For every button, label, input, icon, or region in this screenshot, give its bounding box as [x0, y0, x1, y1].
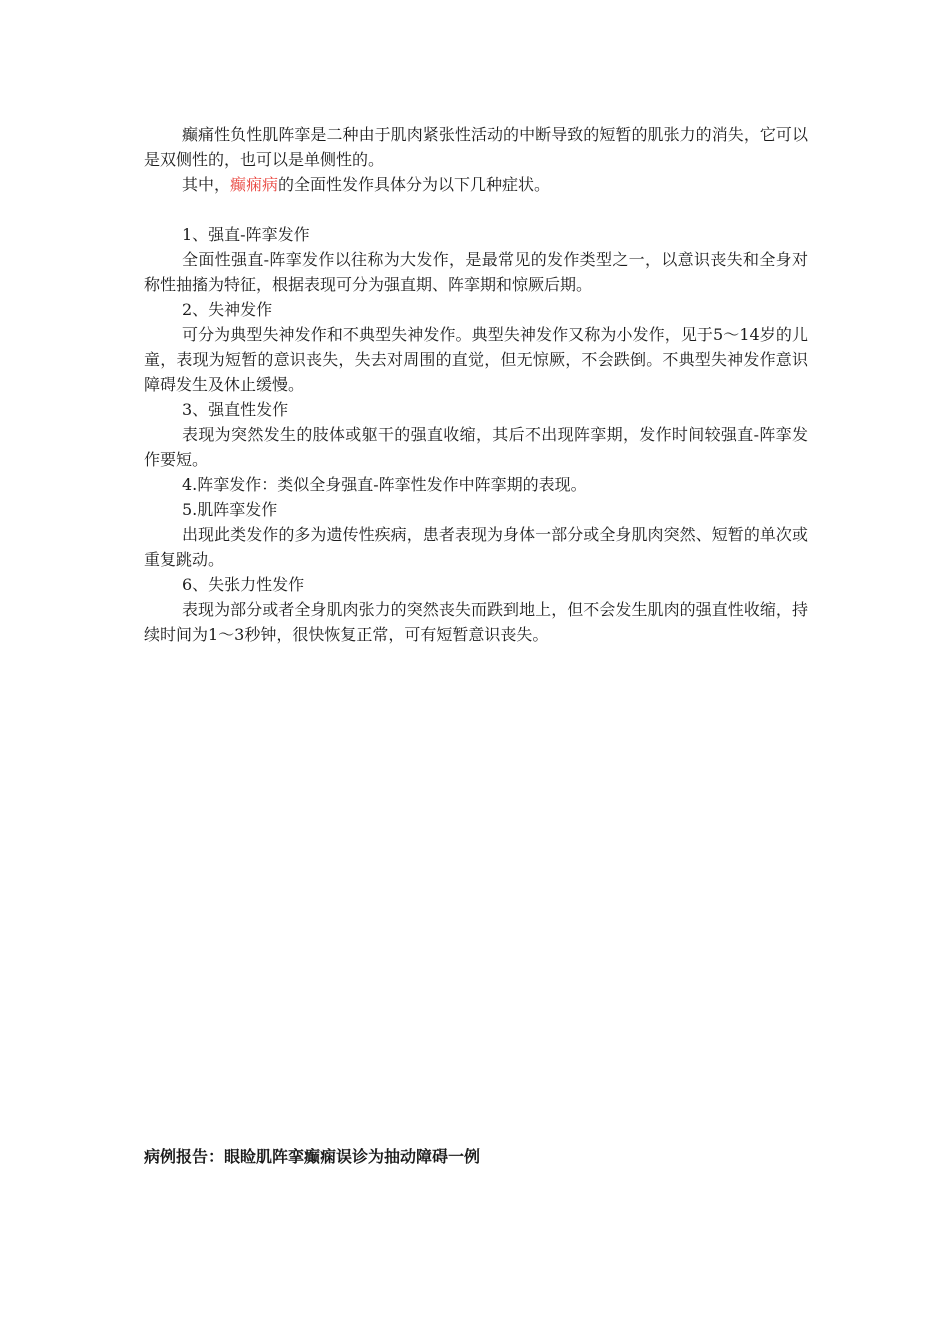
section-heading-4: 4.阵挛发作：类似全身强直-阵挛性发作中阵挛期的表现。 [182, 475, 587, 494]
blank-line [144, 197, 808, 222]
lead-paragraph [144, 172, 808, 197]
section-body-6: 表现为部分或者全身肌肉张力的突然丧失而跌到地上，但不会发生肌肉的强直性收缩，持续时间为1～3秒钟，很快恢复正常，可有短暂意识丧失。 [144, 600, 808, 644]
section-heading-1: 1、强直-阵挛发作 [182, 225, 310, 244]
section-heading-6: 6、失张力性发作 [182, 575, 305, 594]
intro-paragraph: 癫痛性负性肌阵挛是二种由于肌肉紧张性活动的中断导致的短暂的肌张力的消失，它可以是双侧性的，也可以是单侧性的。 [144, 125, 808, 169]
section-heading-2: 2、失神发作 [182, 300, 273, 319]
section-body-5: 出现此类发作的多为遗传性疾病，患者表现为身体一部分或全身肌肉突然、短暂的单次或重复跳动。 [144, 525, 808, 569]
section-heading-5: 5.肌阵挛发作 [182, 500, 278, 519]
section-body-1: 全面性强直-阵挛发作以往称为大发作，是最常见的发作类型之一，以意识丧失和全身对称性抽搐为特征，根据表现可分为强直期、阵挛期和惊厥后期。 [144, 250, 808, 294]
section-heading-3: 3、强直性发作 [182, 400, 289, 419]
lead-suffix: 的全面性发作具体分为以下几种症状。 [278, 175, 551, 194]
section-body-2: 可分为典型失神发作和不典型失神发作。典型失神发作又称为小发作，见于5～14岁的儿童，表现为短暂的意识丧失，失去对周围的直觉，但无惊厥，不会跌倒。不典型失神发作意识障碍发生及休止缓慢。 [144, 325, 808, 394]
lead-prefix: 其中， [182, 175, 231, 194]
section-body-3: 表现为突然发生的肢体或躯干的强直收缩，其后不出现阵挛期，发作时间较强直-阵挛发作要短。 [144, 425, 808, 469]
article-body [144, 122, 808, 647]
epilepsy-link[interactable]: 癫痫病 [230, 175, 279, 194]
case-report-title: 病例报告：眼睑肌阵挛癫痫误诊为抽动障碍一例 [144, 1147, 481, 1166]
